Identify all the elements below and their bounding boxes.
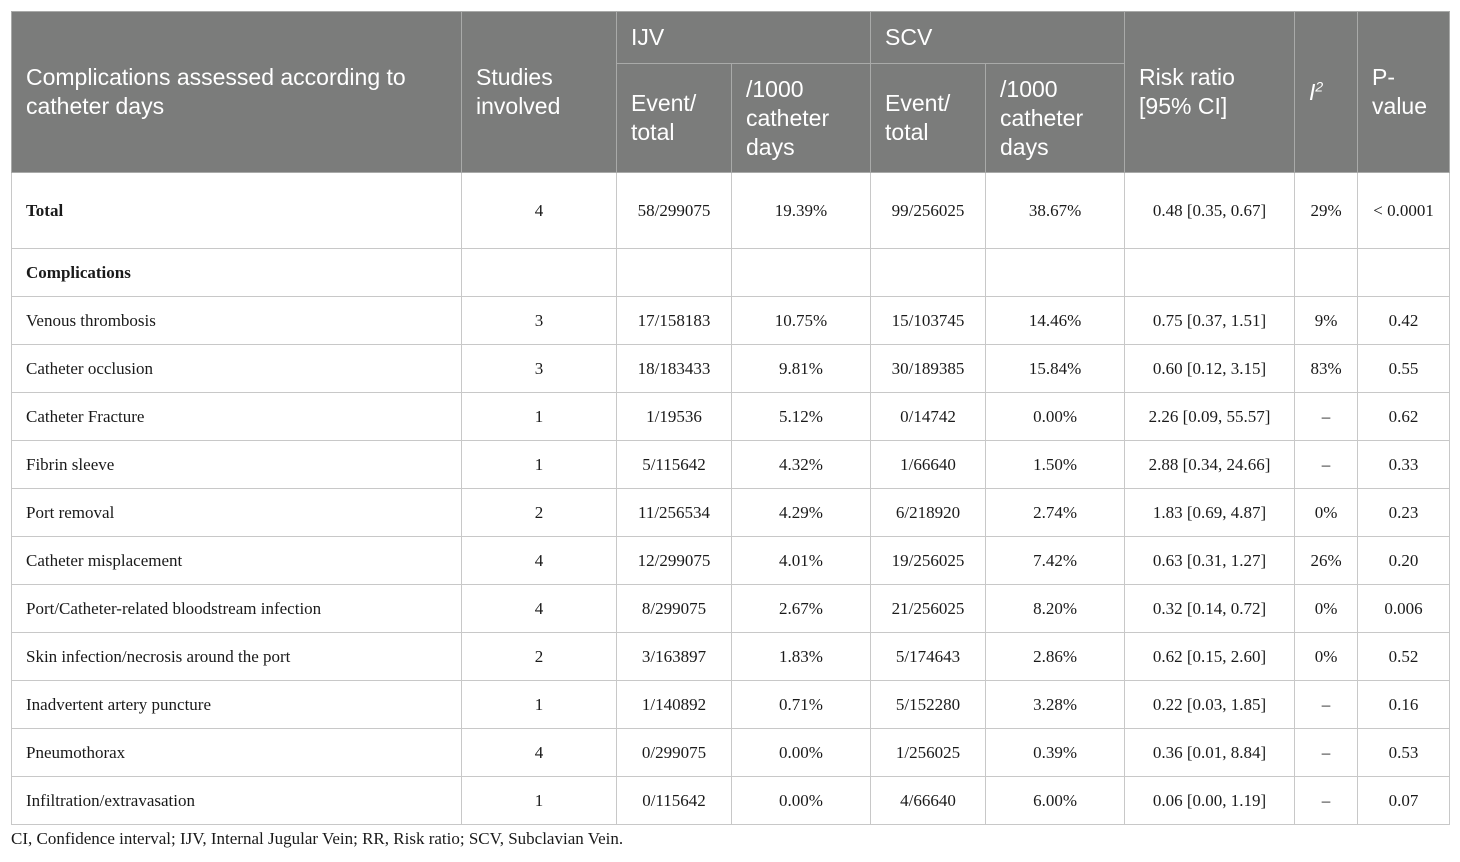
complications-table — [11, 11, 1450, 825]
cell-studies: 1 — [462, 777, 617, 825]
col-header-pvalue: P-value — [1358, 12, 1450, 173]
col-header-ijv-per1000: /1000 catheter days — [732, 64, 871, 173]
cell-studies: 3 — [462, 297, 617, 345]
cell-i2: – — [1295, 441, 1358, 489]
cell-scv-rate: 15.84% — [986, 345, 1125, 393]
cell-label: Port/Catheter-related bloodstream infection — [12, 585, 462, 633]
cell-scv-events: 6/218920 — [871, 489, 986, 537]
i2-base: I — [1309, 78, 1316, 105]
table-row — [12, 489, 1450, 537]
table-footnote: CI, Confidence interval; IJV, Internal Jugular Vein; RR, Risk ratio; SCV, Subclavian Vein. — [11, 829, 624, 848]
cell-pvalue: 0.33 — [1358, 441, 1450, 489]
cell-ijv-events: 17/158183 — [617, 297, 732, 345]
cell-scv-events: 1/256025 — [871, 729, 986, 777]
cell-scv-events: 15/103745 — [871, 297, 986, 345]
cell-pvalue: 0.07 — [1358, 777, 1450, 825]
col-header-scv: SCV — [871, 12, 1125, 64]
cell-ijv-rate: 2.67% — [732, 585, 871, 633]
cell-scv-rate: 2.86% — [986, 633, 1125, 681]
col-header-risk-ratio: Risk ratio [95% CI] — [1125, 12, 1295, 173]
section-label: Complications — [12, 249, 462, 297]
cell-rr: 0.48 [0.35, 0.67] — [1125, 173, 1295, 249]
cell-pvalue: < 0.0001 — [1358, 173, 1450, 249]
table-row — [12, 297, 1450, 345]
cell-rr: 2.26 [0.09, 55.57] — [1125, 393, 1295, 441]
cell-rr: 0.06 [0.00, 1.19] — [1125, 777, 1295, 825]
table-row — [12, 393, 1450, 441]
cell-i2: – — [1295, 729, 1358, 777]
cell-rr: 0.22 [0.03, 1.85] — [1125, 681, 1295, 729]
cell-rr: 0.60 [0.12, 3.15] — [1125, 345, 1295, 393]
cell-scv-rate: 8.20% — [986, 585, 1125, 633]
cell-i2: 83% — [1295, 345, 1358, 393]
cell-studies: 1 — [462, 393, 617, 441]
cell-pvalue: 0.23 — [1358, 489, 1450, 537]
cell-scv-events: 19/256025 — [871, 537, 986, 585]
cell-ijv-events: 12/299075 — [617, 537, 732, 585]
table-row — [12, 345, 1450, 393]
table-row-total — [12, 173, 1450, 249]
cell-ijv-events: 8/299075 — [617, 585, 732, 633]
cell-i2: 0% — [1295, 585, 1358, 633]
col-header-ijv: IJV — [617, 12, 871, 64]
cell-scv-events: 5/152280 — [871, 681, 986, 729]
cell-scv-rate: 6.00% — [986, 777, 1125, 825]
cell-scv-rate: 0.00% — [986, 393, 1125, 441]
cell-ijv-rate: 1.83% — [732, 633, 871, 681]
cell-ijv-events: 1/140892 — [617, 681, 732, 729]
cell-ijv-rate: 0.00% — [732, 729, 871, 777]
cell-label: Port removal — [12, 489, 462, 537]
cell-ijv-rate: 9.81% — [732, 345, 871, 393]
cell-scv-events: 0/14742 — [871, 393, 986, 441]
cell-scv-events: 99/256025 — [871, 173, 986, 249]
table-row — [12, 681, 1450, 729]
cell-rr: 0.36 [0.01, 8.84] — [1125, 729, 1295, 777]
cell-ijv-rate: 0.71% — [732, 681, 871, 729]
cell-rr: 0.32 [0.14, 0.72] — [1125, 585, 1295, 633]
cell-pvalue: 0.62 — [1358, 393, 1450, 441]
cell-studies: 3 — [462, 345, 617, 393]
cell-pvalue: 0.16 — [1358, 681, 1450, 729]
cell-empty — [617, 249, 732, 297]
cell-ijv-events: 11/256534 — [617, 489, 732, 537]
table-row — [12, 729, 1450, 777]
cell-empty — [1295, 249, 1358, 297]
cell-scv-events: 30/189385 — [871, 345, 986, 393]
col-header-complications: Complications assessed according to catheter days — [12, 12, 462, 173]
cell-pvalue: 0.55 — [1358, 345, 1450, 393]
cell-pvalue: 0.20 — [1358, 537, 1450, 585]
cell-i2: 26% — [1295, 537, 1358, 585]
cell-scv-events: 1/66640 — [871, 441, 986, 489]
cell-empty — [986, 249, 1125, 297]
table-row — [12, 777, 1450, 825]
cell-pvalue: 0.52 — [1358, 633, 1450, 681]
cell-ijv-rate: 19.39% — [732, 173, 871, 249]
cell-rr: 1.83 [0.69, 4.87] — [1125, 489, 1295, 537]
cell-label: Pneumothorax — [12, 729, 462, 777]
cell-studies: 4 — [462, 537, 617, 585]
cell-rr: 0.63 [0.31, 1.27] — [1125, 537, 1295, 585]
cell-studies: 1 — [462, 681, 617, 729]
cell-empty — [1358, 249, 1450, 297]
cell-empty — [462, 249, 617, 297]
cell-label: Catheter Fracture — [12, 393, 462, 441]
cell-ijv-rate: 10.75% — [732, 297, 871, 345]
i2-superscript: 2 — [1315, 77, 1324, 94]
cell-scv-rate: 3.28% — [986, 681, 1125, 729]
cell-scv-events: 21/256025 — [871, 585, 986, 633]
cell-ijv-events: 0/115642 — [617, 777, 732, 825]
cell-scv-rate: 2.74% — [986, 489, 1125, 537]
cell-studies: 2 — [462, 489, 617, 537]
cell-label: Fibrin sleeve — [12, 441, 462, 489]
cell-label: Total — [12, 173, 462, 249]
cell-label: Infiltration/extravasation — [12, 777, 462, 825]
cell-studies: 4 — [462, 585, 617, 633]
cell-ijv-rate: 0.00% — [732, 777, 871, 825]
col-header-scv-event-total: Event/ total — [871, 64, 986, 173]
cell-scv-rate: 1.50% — [986, 441, 1125, 489]
cell-studies: 1 — [462, 441, 617, 489]
cell-empty — [871, 249, 986, 297]
cell-empty — [1125, 249, 1295, 297]
cell-scv-rate: 0.39% — [986, 729, 1125, 777]
cell-ijv-events: 3/163897 — [617, 633, 732, 681]
cell-ijv-rate: 5.12% — [732, 393, 871, 441]
cell-scv-events: 4/66640 — [871, 777, 986, 825]
cell-label: Catheter misplacement — [12, 537, 462, 585]
table-row — [12, 537, 1450, 585]
cell-i2: – — [1295, 681, 1358, 729]
cell-ijv-events: 18/183433 — [617, 345, 732, 393]
cell-label: Skin infection/necrosis around the port — [12, 633, 462, 681]
cell-i2: 29% — [1295, 173, 1358, 249]
cell-scv-events: 5/174643 — [871, 633, 986, 681]
cell-ijv-events: 5/115642 — [617, 441, 732, 489]
cell-label: Inadvertent artery puncture — [12, 681, 462, 729]
cell-i2: – — [1295, 393, 1358, 441]
cell-i2: 0% — [1295, 489, 1358, 537]
cell-i2: 0% — [1295, 633, 1358, 681]
col-header-studies: Studies involved — [462, 12, 617, 173]
cell-scv-rate: 14.46% — [986, 297, 1125, 345]
table-row-section — [12, 249, 1450, 297]
cell-ijv-rate: 4.01% — [732, 537, 871, 585]
cell-scv-rate: 38.67% — [986, 173, 1125, 249]
cell-rr: 0.62 [0.15, 2.60] — [1125, 633, 1295, 681]
header-row-top — [12, 12, 1450, 64]
cell-label: Catheter occlusion — [12, 345, 462, 393]
cell-empty — [732, 249, 871, 297]
cell-ijv-rate: 4.32% — [732, 441, 871, 489]
cell-rr: 0.75 [0.37, 1.51] — [1125, 297, 1295, 345]
cell-label: Venous thrombosis — [12, 297, 462, 345]
table-row — [12, 633, 1450, 681]
table-row — [12, 585, 1450, 633]
col-header-scv-per1000: /1000 catheter days — [986, 64, 1125, 173]
cell-ijv-events: 58/299075 — [617, 173, 732, 249]
cell-studies: 4 — [462, 173, 617, 249]
table-row — [12, 441, 1450, 489]
cell-pvalue: 0.42 — [1358, 297, 1450, 345]
cell-ijv-events: 1/19536 — [617, 393, 732, 441]
cell-i2: 9% — [1295, 297, 1358, 345]
cell-ijv-rate: 4.29% — [732, 489, 871, 537]
cell-i2: – — [1295, 777, 1358, 825]
cell-scv-rate: 7.42% — [986, 537, 1125, 585]
col-header-ijv-event-total: Event/ total — [617, 64, 732, 173]
data-rows — [12, 297, 1450, 825]
cell-studies: 4 — [462, 729, 617, 777]
cell-pvalue: 0.006 — [1358, 585, 1450, 633]
cell-ijv-events: 0/299075 — [617, 729, 732, 777]
col-header-i2 — [1295, 12, 1358, 173]
cell-rr: 2.88 [0.34, 24.66] — [1125, 441, 1295, 489]
cell-pvalue: 0.53 — [1358, 729, 1450, 777]
cell-studies: 2 — [462, 633, 617, 681]
